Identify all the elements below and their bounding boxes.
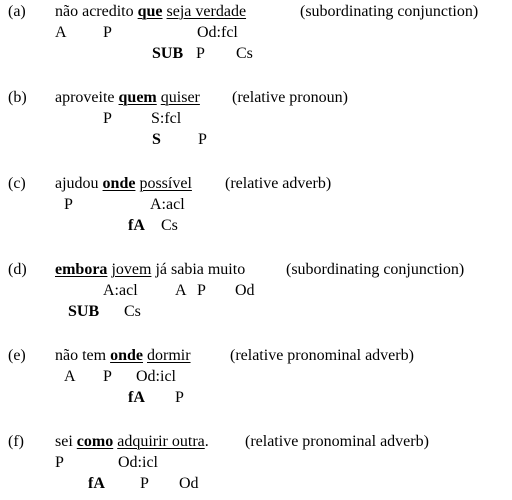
analysis-tag: Od:icl [118, 454, 158, 471]
example-comment: (subordinating conjunction) [300, 3, 479, 20]
sentence-text: sei [55, 433, 77, 450]
analysis-tag: A:acl [150, 196, 185, 213]
example-comment: (relative pronominal adverb) [230, 347, 414, 364]
analysis-tag: P [140, 475, 149, 492]
example-comment: (relative pronoun) [232, 89, 348, 106]
analysis-tag-bold: fA [128, 217, 145, 234]
sentence-text: não acredito [55, 3, 138, 20]
example-label: (e) [8, 347, 26, 364]
example-sentence [55, 434, 209, 450]
analysis-tag: P [175, 389, 184, 406]
analysis-tag: Cs [236, 45, 253, 62]
sentence-text: não tem [55, 347, 111, 364]
key-word: como [76, 433, 114, 450]
analysis-tag: P [103, 368, 112, 385]
analysis-tag: P [55, 454, 64, 471]
analysis-tag: Od [235, 282, 255, 299]
analysis-tag: P [197, 282, 206, 299]
analysis-tag-bold: S [152, 131, 161, 148]
analysis-tag: P [103, 110, 112, 127]
sentence-text: aproveite [55, 89, 119, 106]
underlined-phrase: dormir [147, 347, 191, 364]
analysis-tag: P [198, 131, 207, 148]
sentence-text: já sabia muito [151, 261, 246, 278]
analysis-tag: P [196, 45, 205, 62]
analysis-tag-bold: fA [128, 389, 145, 406]
example-sentence [55, 262, 245, 278]
analysis-tag: Cs [124, 303, 141, 320]
key-word: onde [102, 175, 136, 192]
key-word: embora [55, 261, 108, 278]
analysis-tag: Od:icl [136, 368, 176, 385]
example-sentence [55, 348, 191, 364]
analysis-tag: Od:fcl [197, 24, 238, 41]
analysis-tag: A:acl [103, 282, 138, 299]
analysis-tag-bold: SUB [152, 45, 184, 62]
example-comment: (subordinating conjunction) [286, 261, 465, 278]
underlined-phrase: quiser [160, 89, 200, 106]
key-word: quem [118, 89, 157, 106]
analysis-tag-bold: SUB [68, 303, 100, 320]
analysis-tag: P [64, 196, 73, 213]
example-comment: (relative adverb) [225, 175, 332, 192]
example-comment: (relative pronominal adverb) [245, 433, 429, 450]
sentence-text: ajudou [55, 175, 103, 192]
analysis-tag: Cs [161, 217, 178, 234]
example-sentence [55, 4, 246, 20]
analysis-tag: Od [179, 475, 199, 492]
example-sentence [55, 90, 200, 106]
example-label: (b) [8, 89, 27, 106]
analysis-tag: S:fcl [151, 110, 182, 127]
key-word: que [137, 3, 163, 20]
underlined-phrase: jovem [111, 261, 152, 278]
analysis-tag: A [55, 24, 67, 41]
underlined-phrase: adquirir outra [117, 433, 205, 450]
example-label: (c) [8, 175, 26, 192]
underlined-phrase: seja verdade [166, 3, 247, 20]
sentence-text: . [204, 433, 209, 450]
example-label: (d) [8, 261, 27, 278]
key-word: onde [110, 347, 143, 364]
underlined-phrase: possível [139, 175, 192, 192]
example-label: (a) [8, 3, 26, 20]
analysis-tag-bold: fA [88, 475, 105, 492]
analysis-tag: A [64, 368, 76, 385]
analysis-tag: A [175, 282, 187, 299]
example-sentence [55, 176, 192, 192]
example-label: (f) [8, 433, 24, 450]
analysis-tag: P [103, 24, 112, 41]
